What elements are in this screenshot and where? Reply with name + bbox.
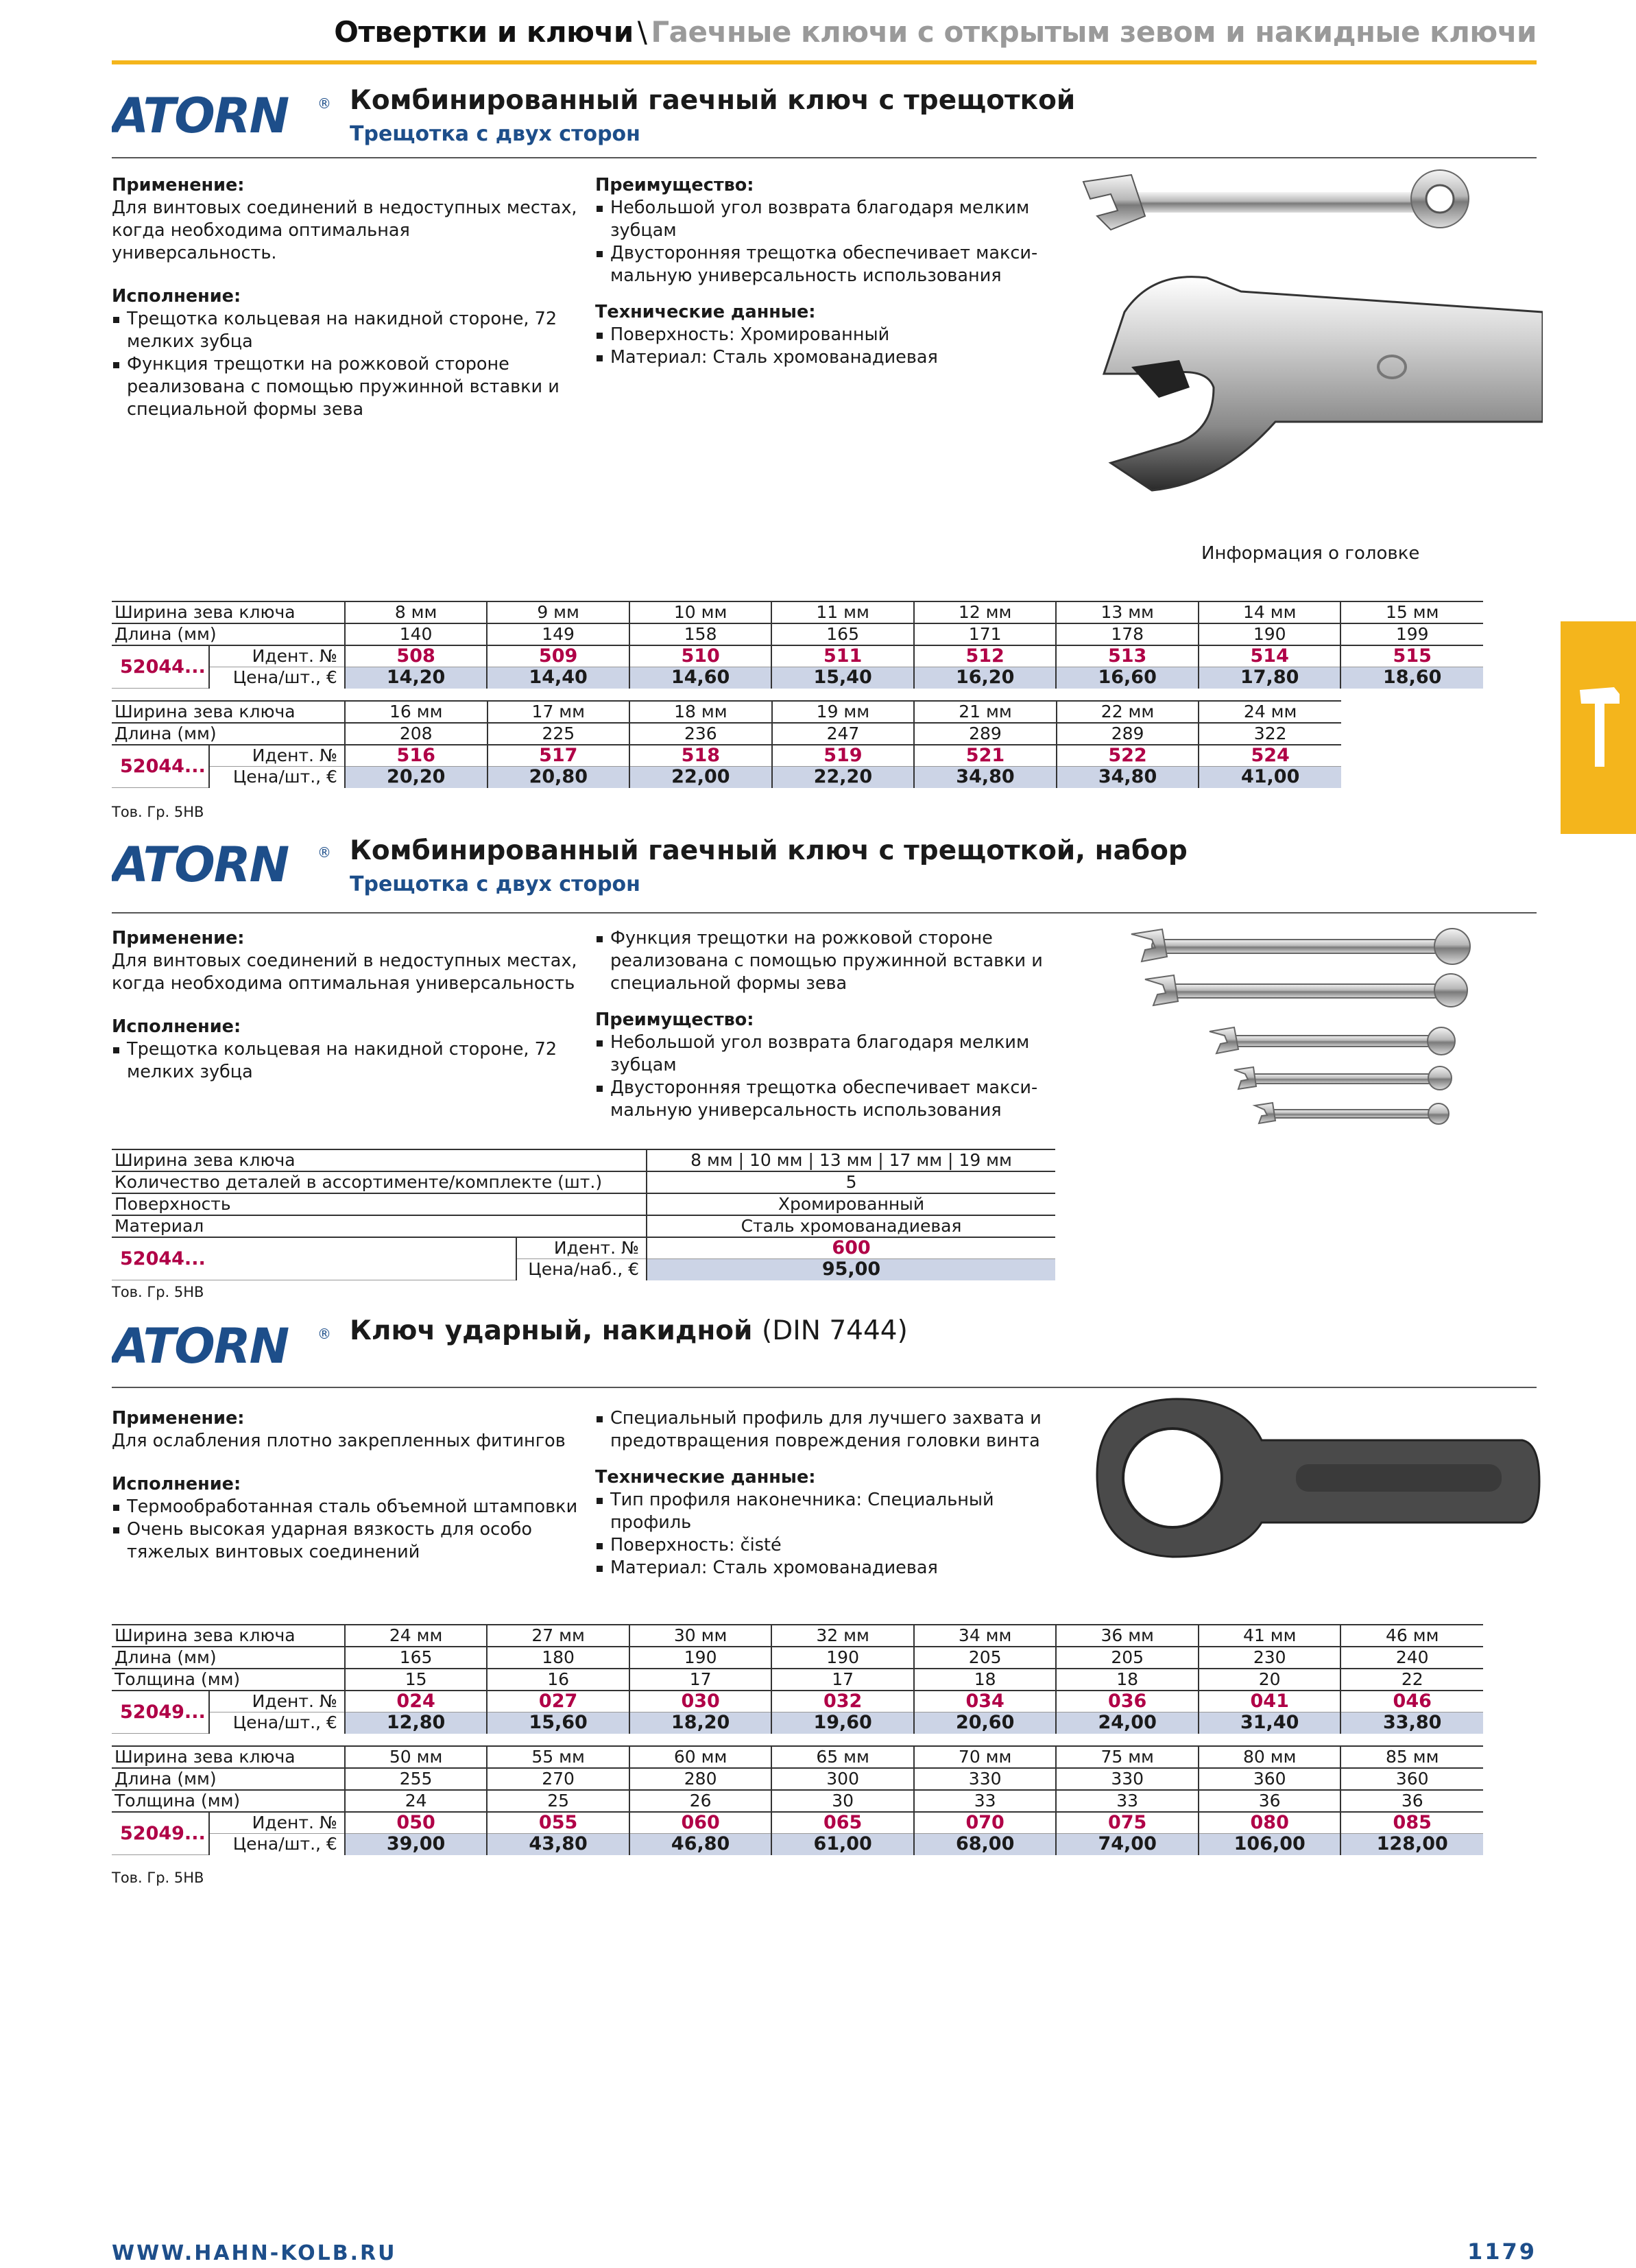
section3-rule (112, 1387, 1537, 1388)
advantage-heading: Преимущество: (595, 1010, 754, 1030)
price-cell: 16,20 (914, 667, 1057, 689)
price-cell: 128,00 (1340, 1834, 1483, 1855)
section3-col2 (595, 1407, 1061, 1579)
table-row: Цена/наб., € 95,00 (112, 1259, 1055, 1280)
application-heading: Применение: (112, 175, 245, 195)
article-code: 52044... (112, 745, 209, 788)
logo-text: ATORN (112, 1322, 289, 1370)
price-cell: 14,40 (487, 667, 629, 689)
table-row: Толщина (мм) 15 16 17 17 18 18 20 22 (112, 1669, 1483, 1691)
article-id[interactable]: 524 (1199, 745, 1341, 767)
section1-title: Комбинированный гаечный ключ с трещоткой (350, 85, 1076, 116)
article-code: 52044... (112, 1237, 516, 1280)
advantage-item: Небольшой угол возврата благодаря мелким зубцам (595, 197, 1061, 242)
section2-title: Комбинированный гаечный ключ с трещоткой, набор (350, 835, 1188, 866)
price-cell: 20,80 (488, 767, 630, 788)
design-item: Трещотка кольцевая на накидной стороне, 72 мелких зубца (112, 1038, 578, 1084)
advantage-item: Двусторонняя трещотка обеспечивает макси- мальную универсальность использования (595, 1077, 1061, 1122)
application-line: Для винтовых соединений в недоступных местах, (112, 198, 577, 218)
application-heading: Применение: (112, 928, 245, 948)
design-item: Очень высокая ударная вязкость для особо тяжелых винтовых соединений (112, 1518, 578, 1564)
table-row: 52049... Идент. № 050 055 060 065 070 075 080 085 (112, 1812, 1483, 1834)
article-id[interactable]: 036 (1056, 1691, 1199, 1712)
article-id[interactable]: 513 (1056, 645, 1199, 667)
application-line: Для винтовых соединений в недоступных местах, (112, 951, 577, 971)
atorn-logo (112, 91, 335, 139)
article-id[interactable]: 046 (1340, 1691, 1483, 1712)
article-id[interactable]: 521 (914, 745, 1057, 767)
table-row: Цена/шт., € 39,00 43,80 46,80 61,00 68,00 74,00 106,00 128,00 (112, 1834, 1483, 1855)
price-cell: 18,20 (629, 1712, 772, 1734)
table-row: Длина (мм) 140 149 158 165 171 178 190 199 (112, 623, 1483, 645)
article-id[interactable]: 060 (629, 1812, 772, 1834)
price-cell: 46,80 (629, 1834, 772, 1855)
section2-rule (112, 912, 1537, 914)
article-id[interactable]: 522 (1057, 745, 1199, 767)
price-table (112, 700, 1341, 788)
page-number: 1179 (1467, 2239, 1537, 2265)
section1-col1 (112, 174, 578, 421)
tech-item: Поверхность: čisté (595, 1534, 1061, 1557)
price-cell: 68,00 (914, 1834, 1057, 1855)
tech-heading: Технические данные: (595, 302, 816, 322)
page-header (334, 15, 1537, 49)
article-id[interactable]: 511 (771, 645, 914, 667)
advantage-heading: Преимущество: (595, 175, 754, 195)
section1-rule (112, 157, 1537, 158)
design-heading: Исполнение: (112, 1474, 241, 1494)
product-group: Тов. Гр. 5HB (112, 1284, 204, 1300)
slogging-wrench-image (1076, 1392, 1543, 1564)
section2-col2 (595, 927, 1061, 1122)
article-id[interactable]: 030 (629, 1691, 772, 1712)
article-code: 52049... (112, 1812, 209, 1855)
article-id[interactable]: 080 (1199, 1812, 1341, 1834)
price-cell: 20,20 (345, 767, 488, 788)
article-id[interactable]: 032 (771, 1691, 914, 1712)
table-row: Ширина зева ключа 8 мм 9 мм 10 мм 11 мм 12 мм 13 мм 14 мм 15 мм (112, 601, 1483, 623)
article-id[interactable]: 518 (629, 745, 772, 767)
price-cell: 34,80 (914, 767, 1057, 788)
article-id[interactable]: 050 (345, 1812, 488, 1834)
logo-registered-mark: ® (317, 1326, 331, 1342)
section1-col2 (595, 174, 1061, 369)
price-cell: 15,60 (487, 1712, 629, 1734)
price-cell: 14,20 (345, 667, 488, 689)
price-cell: 18,60 (1340, 667, 1483, 689)
design-item: Специальный профиль для лучшего захвата и предотвращения повреждения головки винта (595, 1407, 1061, 1453)
article-id[interactable]: 075 (1056, 1812, 1199, 1834)
logo-text: ATORN (112, 91, 289, 139)
price-cell: 22,00 (629, 767, 772, 788)
table-row: Ширина зева ключа 8 мм | 10 мм | 13 мм | 17 мм | 19 мм (112, 1149, 1055, 1171)
article-id[interactable]: 034 (914, 1691, 1057, 1712)
price-cell: 43,80 (487, 1834, 629, 1855)
article-id[interactable]: 510 (629, 645, 772, 667)
article-id[interactable]: 065 (771, 1812, 914, 1834)
tech-heading: Технические данные: (595, 1467, 816, 1488)
table-row: 52049... Идент. № 024 027 030 032 034 036 041 046 (112, 1691, 1483, 1712)
atorn-logo (112, 840, 335, 888)
price-cell: 31,40 (1199, 1712, 1341, 1734)
logo-registered-mark: ® (317, 844, 331, 861)
header-title-main: Отвертки и ключи (334, 15, 634, 49)
application-line: Для ослабления плотно закрепленных фитингов (112, 1431, 566, 1451)
table-row: Длина (мм) 255 270 280 300 330 330 360 360 (112, 1768, 1483, 1790)
product-group: Тов. Гр. 5HB (112, 804, 204, 820)
article-id[interactable]: 508 (345, 645, 488, 667)
table-row: Ширина зева ключа 50 мм 55 мм 60 мм 65 мм 70 мм 75 мм 80 мм 85 мм (112, 1746, 1483, 1768)
header-title-sub: Гаечные ключи с открытым зевом и накидные ключи (651, 15, 1537, 49)
price-cell: 12,80 (345, 1712, 488, 1734)
tech-item: Тип профиля наконечника: Специальный профиль (595, 1489, 1061, 1534)
article-id[interactable]: 514 (1199, 645, 1341, 667)
price-table (112, 601, 1483, 689)
tech-item: Материал: Сталь хромованадиевая (595, 1557, 1061, 1579)
table-row: Ширина зева ключа 24 мм 27 мм 30 мм 32 мм 34 мм 36 мм 41 мм 46 мм (112, 1625, 1483, 1647)
price-cell: 20,60 (914, 1712, 1057, 1734)
section3-col1 (112, 1407, 578, 1564)
article-code: 52049... (112, 1691, 209, 1734)
section2-subtitle: Трещотка с двух сторон (350, 872, 640, 896)
price-cell: 106,00 (1199, 1834, 1341, 1855)
price-cell: 34,80 (1057, 767, 1199, 788)
design-item: Функция трещотки на рожковой стороне реализована с помощью пружинной вставки и специальной формы зева (112, 353, 578, 421)
design-heading: Исполнение: (112, 1016, 241, 1037)
article-id[interactable]: 085 (1340, 1812, 1483, 1834)
price-cell: 33,80 (1340, 1712, 1483, 1734)
article-id[interactable]: 055 (487, 1812, 629, 1834)
price-cell: 22,20 (772, 767, 915, 788)
table-row: Цена/шт., € 14,20 14,40 14,60 15,40 16,20 16,60 17,80 18,60 (112, 667, 1483, 689)
article-id[interactable]: 509 (487, 645, 629, 667)
price-cell: 24,00 (1056, 1712, 1199, 1734)
advantage-item: Небольшой угол возврата благодаря мелким зубцам (595, 1031, 1061, 1077)
header-rule (112, 60, 1537, 64)
article-id[interactable]: 041 (1199, 1691, 1341, 1712)
article-id[interactable]: 027 (487, 1691, 629, 1712)
table-row: Толщина (мм) 24 25 26 30 33 33 36 36 (112, 1790, 1483, 1812)
application-line: когда необходима оптимальная универсальность (112, 973, 575, 994)
price-cell: 41,00 (1199, 767, 1341, 788)
price-cell: 14,60 (629, 667, 772, 689)
hammer-icon (1561, 621, 1636, 834)
price-table (112, 1624, 1483, 1734)
tech-item: Поверхность: Хромированный (595, 324, 1061, 346)
price-table (112, 1745, 1483, 1855)
price-cell: 15,40 (771, 667, 914, 689)
article-id[interactable]: 516 (345, 745, 488, 767)
table-row: 52044... Идент. № 600 (112, 1237, 1055, 1259)
article-id[interactable]: 515 (1340, 645, 1483, 667)
table-row: 52044... Идент. № 516 517 518 519 521 522 524 (112, 745, 1341, 767)
table-row: Ширина зева ключа 16 мм 17 мм 18 мм 19 мм 21 мм 22 мм 24 мм (112, 701, 1341, 723)
ratchet-wrench-image (1070, 161, 1543, 518)
section2-col1 (112, 927, 578, 1084)
atorn-logo (112, 1322, 335, 1370)
application-heading: Применение: (112, 1408, 245, 1429)
table-row: Поверхность Хромированный (112, 1193, 1055, 1215)
footer-url-link[interactable]: WWW.HAHN-KOLB.RU (112, 2241, 397, 2265)
article-id[interactable]: 600 (647, 1237, 1055, 1259)
price-cell: 17,80 (1199, 667, 1341, 689)
wrench-set-image (1124, 919, 1508, 1138)
price-cell: 95,00 (647, 1259, 1055, 1280)
product-group: Тов. Гр. 5HB (112, 1870, 204, 1886)
price-cell: 61,00 (771, 1834, 914, 1855)
set-table (112, 1149, 1055, 1280)
article-id[interactable]: 512 (914, 645, 1057, 667)
design-item: Термообработанная сталь объемной штамповки (112, 1496, 578, 1518)
article-code: 52044... (112, 645, 209, 689)
logo-registered-mark: ® (317, 95, 331, 112)
logo-text: ATORN (112, 840, 289, 888)
price-cell: 74,00 (1056, 1834, 1199, 1855)
article-id[interactable]: 024 (345, 1691, 488, 1712)
application-line: когда необходима оптимальная универсальность. (112, 220, 410, 263)
price-cell: 16,60 (1056, 667, 1199, 689)
article-id[interactable]: 519 (772, 745, 915, 767)
table-row: Количество деталей в ассортименте/комплекте (шт.) 5 (112, 1171, 1055, 1193)
tech-item: Материал: Сталь хромованадиевая (595, 346, 1061, 369)
article-id[interactable]: 517 (488, 745, 630, 767)
header-separator: \ (637, 15, 647, 49)
price-cell: 19,60 (771, 1712, 914, 1734)
table-row: 52044... Идент. № 508 509 510 511 512 513 514 515 (112, 645, 1483, 667)
advantage-item: Двусторонняя трещотка обеспечивает макси- мальную универсальность использования (595, 242, 1061, 287)
article-id[interactable]: 070 (914, 1812, 1057, 1834)
design-item: Трещотка кольцевая на накидной стороне, 72 мелких зубца (112, 308, 578, 353)
table-row: Материал Сталь хромованадиевая (112, 1215, 1055, 1237)
price-cell: 39,00 (345, 1834, 488, 1855)
category-side-tab[interactable] (1561, 621, 1636, 834)
table-row: Длина (мм) 165 180 190 190 205 205 230 240 (112, 1647, 1483, 1669)
image-caption: Информация о головке (1201, 543, 1420, 564)
design-item: Функция трещотки на рожковой стороне реализована с помощью пружинной вставки и специальной формы зева (595, 927, 1061, 995)
design-heading: Исполнение: (112, 286, 241, 307)
table-row: Цена/шт., € 20,20 20,80 22,00 22,20 34,80 34,80 41,00 (112, 767, 1341, 788)
table-row: Цена/шт., € 12,80 15,60 18,20 19,60 20,60 24,00 31,40 33,80 (112, 1712, 1483, 1734)
section1-subtitle: Трещотка с двух сторон (350, 122, 640, 146)
table-row: Длина (мм) 208 225 236 247 289 289 322 (112, 723, 1341, 745)
section3-title: Ключ ударный, накидной (DIN 7444) (350, 1315, 908, 1346)
